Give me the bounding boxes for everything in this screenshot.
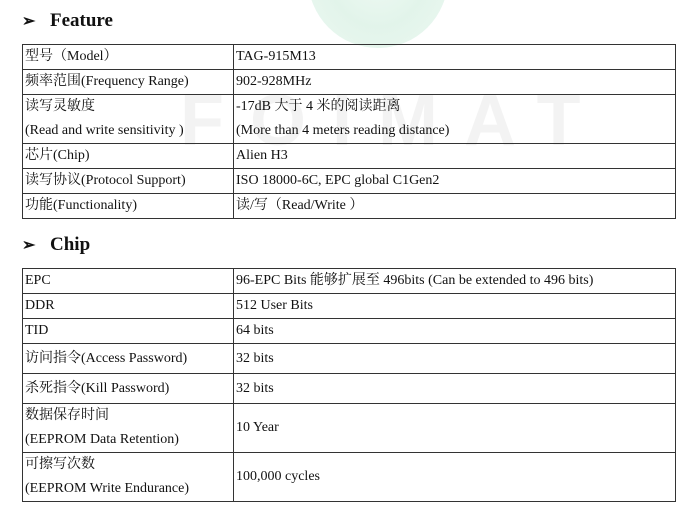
- table-row: [23, 95, 676, 144]
- spec-value-cell: [234, 144, 676, 169]
- spec-value-cell: [234, 404, 676, 453]
- spec-label-text: 读写灵敏度: [25, 99, 95, 114]
- spec-value-cell: [234, 344, 676, 374]
- spec-value-cell: [234, 194, 676, 219]
- spec-value-text: 读/写（Read/Write ）: [236, 198, 364, 213]
- table-row: [23, 169, 676, 194]
- table-row: [23, 319, 676, 344]
- spec-value-cell: [234, 319, 676, 344]
- spec-label-cell: [23, 269, 234, 294]
- table-row: [23, 404, 676, 453]
- spec-value-text: 10 Year: [236, 420, 279, 435]
- chip-heading-text: Chip: [50, 234, 91, 255]
- spec-label-cell: [23, 319, 234, 344]
- spec-label-cell: [23, 144, 234, 169]
- table-row: [23, 70, 676, 95]
- spec-label-text: 访问指令(Access Password): [25, 350, 188, 366]
- spec-label-text: 型号（Model）: [25, 49, 118, 64]
- spec-label-cell: [23, 70, 234, 95]
- spec-label-text: 读写协议(Protocol Support): [25, 173, 186, 188]
- table-row: [23, 374, 676, 404]
- spec-label-text: DDR: [25, 298, 55, 313]
- spec-value-cell: [234, 453, 676, 502]
- table-row: [23, 144, 676, 169]
- spec-value-text: Alien H3: [236, 148, 288, 163]
- spec-value-text: 512 User Bits: [236, 298, 313, 313]
- table-row: [23, 294, 676, 319]
- spec-value-text: 32 bits: [236, 350, 274, 366]
- spec-value-subtext: (More than 4 meters reading distance): [236, 123, 450, 138]
- spec-value-cell: [234, 70, 676, 95]
- spec-value-cell: [234, 294, 676, 319]
- table-row: [23, 269, 676, 294]
- spec-label-cell: [23, 194, 234, 219]
- spec-label-text: 可擦写次数: [25, 457, 95, 472]
- spec-label-cell: [23, 45, 234, 70]
- table-row: [23, 344, 676, 374]
- spec-label-text: TID: [25, 323, 49, 338]
- spec-value-text: ISO 18000-6C, EPC global C1Gen2: [236, 173, 440, 188]
- spec-label-subtext: (EEPROM Data Retention): [25, 432, 179, 447]
- spec-value-cell: [234, 169, 676, 194]
- table-row: [23, 453, 676, 502]
- spec-label-cell: [23, 95, 234, 144]
- spec-label-cell: [23, 453, 234, 502]
- chip-table: [22, 268, 676, 502]
- spec-label-text: EPC: [25, 273, 51, 288]
- spec-label-text: 芯片(Chip): [25, 148, 90, 163]
- spec-label-cell: [23, 404, 234, 453]
- spec-label-text: 数据保存时间: [25, 408, 109, 423]
- chip-section-heading: [22, 234, 90, 256]
- spec-label-text: 功能(Functionality): [25, 198, 137, 213]
- spec-label-subtext: (EEPROM Write Endurance): [25, 481, 190, 496]
- watermark-logo-circle: [308, 0, 448, 48]
- spec-value-text: 902-928MHz: [236, 74, 312, 89]
- spec-label-text: 频率范围(Frequency Range): [25, 74, 189, 89]
- arrow-bullet-icon: ➢: [22, 13, 36, 30]
- spec-value-text: -17dB 大于 4 米的阅读距离: [236, 99, 401, 114]
- spec-value-text: TAG-915M13: [236, 49, 316, 64]
- spec-label-cell: [23, 374, 234, 404]
- spec-value-text: 64 bits: [236, 323, 274, 338]
- spec-value-text: 32 bits: [236, 380, 274, 396]
- feature-heading-text: Feature: [50, 10, 113, 31]
- spec-value-cell: [234, 45, 676, 70]
- table-row: [23, 194, 676, 219]
- spec-label-cell: [23, 169, 234, 194]
- feature-table: [22, 44, 676, 219]
- spec-value-text: 96-EPC Bits 能够扩展至 496bits (Can be extended to 496 bits): [236, 273, 594, 288]
- spec-value-text: 100,000 cycles: [236, 469, 320, 484]
- spec-label-subtext: (Read and write sensitivity ): [25, 123, 184, 138]
- spec-value-cell: [234, 95, 676, 144]
- spec-label-text: 杀死指令(Kill Password): [25, 380, 170, 396]
- spec-label-cell: [23, 294, 234, 319]
- spec-label-cell: [23, 344, 234, 374]
- spec-value-cell: [234, 374, 676, 404]
- arrow-bullet-icon: ➢: [22, 237, 36, 254]
- table-row: [23, 45, 676, 70]
- feature-section-heading: [22, 10, 113, 32]
- spec-value-cell: [234, 269, 676, 294]
